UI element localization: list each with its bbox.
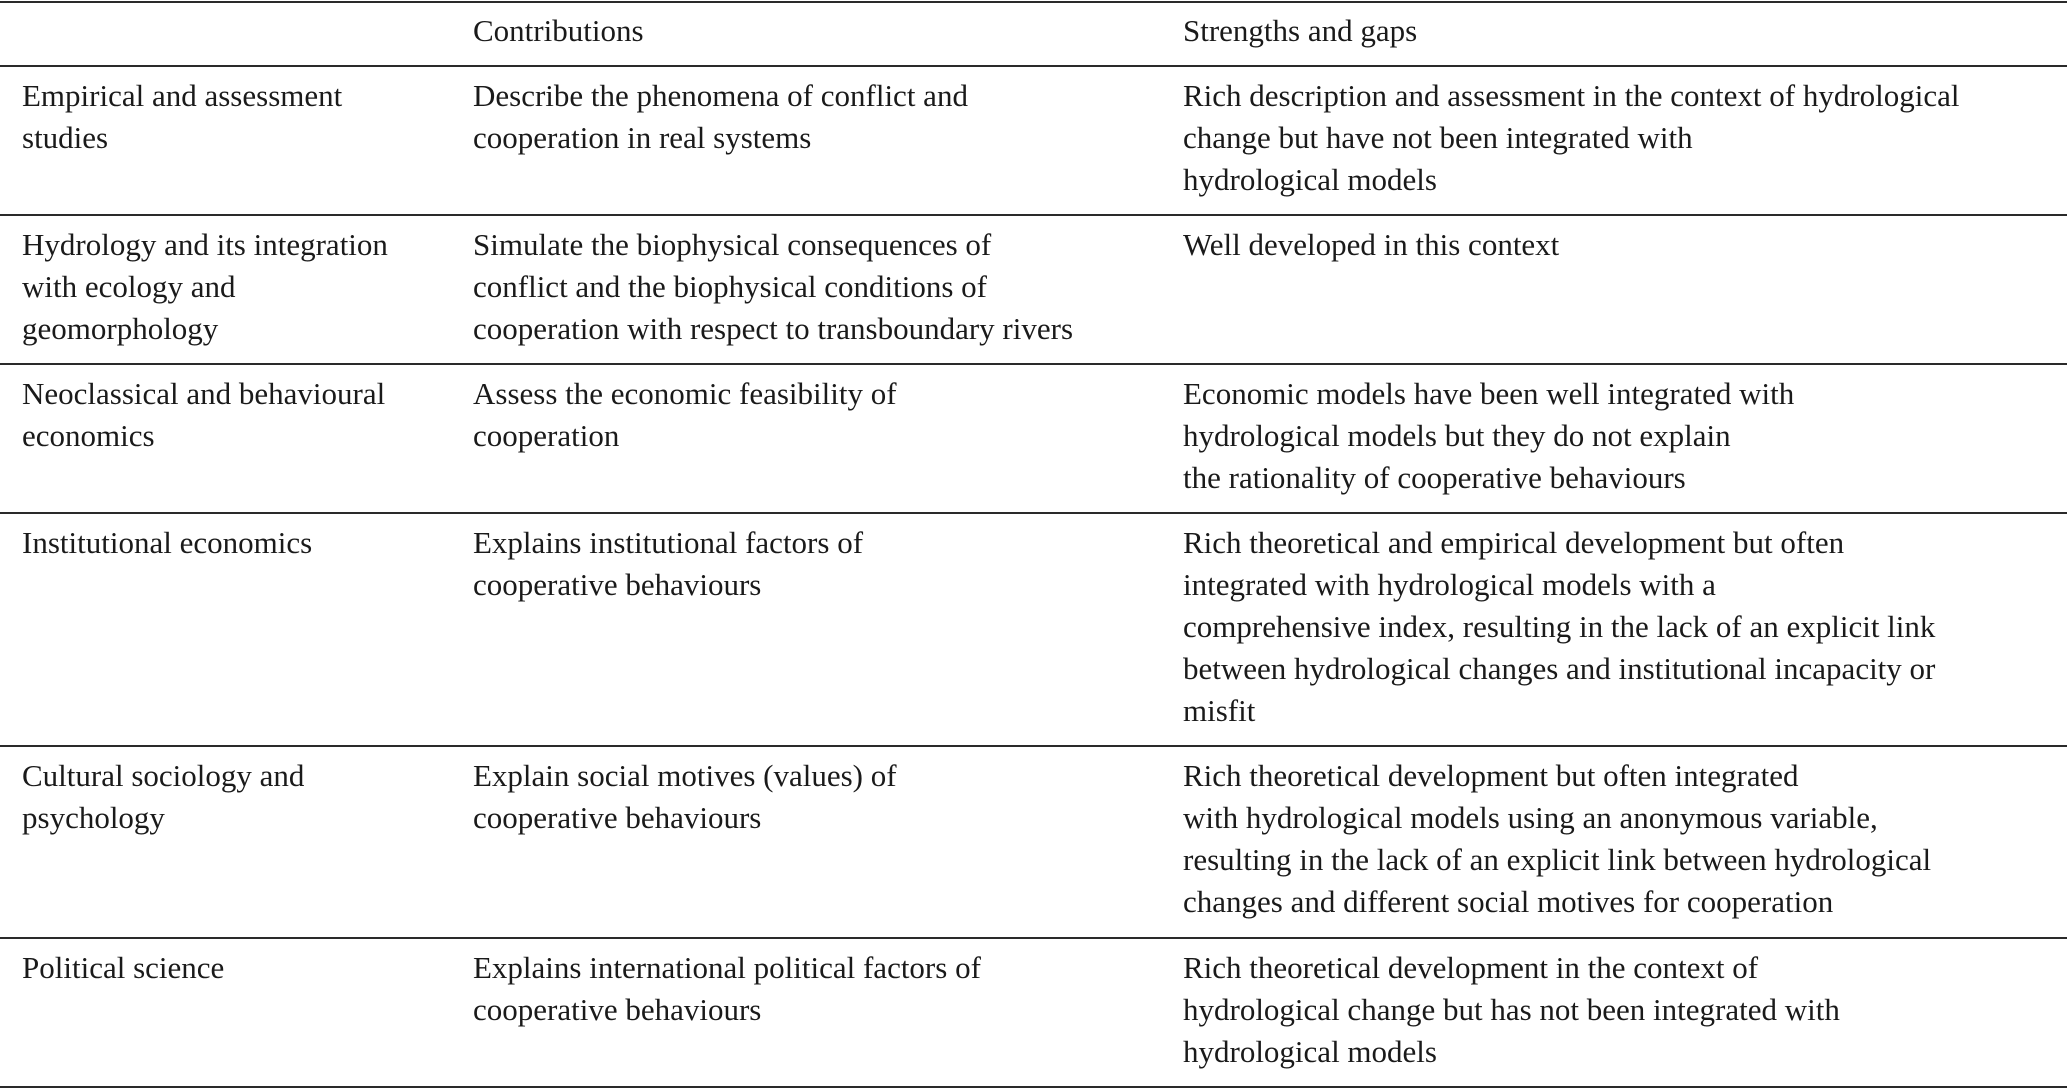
- table-bottom-rule: [0, 1086, 2067, 1088]
- header-cell-contributions: Contributions: [473, 13, 644, 48]
- row-field-cell: Hydrology and its integration with ecology and geomorphology: [22, 227, 388, 346]
- row-divider: [0, 512, 2067, 514]
- row-contribution-cell: Assess the economic feasibility of cooperation: [473, 376, 897, 453]
- row-divider: [0, 745, 2067, 747]
- row-contribution-cell: Describe the phenomena of conflict and cooperation in real systems: [473, 78, 968, 155]
- row-assessment-cell: Rich theoretical and empirical development but often integrated with hydrological models with a comprehensive index, resulting in the lack of an explicit link between hydrological changes and institutional incapacity or misfit: [1183, 525, 1936, 728]
- row-assessment-cell: Well developed in this context: [1183, 227, 1560, 262]
- row-field-cell: Institutional economics: [22, 525, 313, 560]
- row-assessment-cell: Rich theoretical development but often integrated with hydrological models using an anonymous variable, resulting in the lack of an explicit link between hydrological changes and different social motives for cooperation: [1183, 758, 1932, 919]
- row-field-cell: Neoclassical and behavioural economics: [22, 376, 386, 453]
- row-assessment-cell: Rich description and assessment in the context of hydrological change but have not been integrated with hydrological models: [1183, 78, 1960, 197]
- table-top-rule: [0, 1, 2067, 3]
- row-field-cell: Cultural sociology and psychology: [22, 758, 305, 835]
- row-contribution-cell: Explains international political factors of cooperative behaviours: [473, 950, 981, 1027]
- row-assessment-cell: Economic models have been well integrated with hydrological models but they do not explain the rationality of cooperative behaviours: [1183, 376, 1795, 495]
- row-contribution-cell: Explain social motives (values) of cooperative behaviours: [473, 758, 897, 835]
- row-field-cell: Political science: [22, 950, 225, 985]
- row-contribution-cell: Simulate the biophysical consequences of conflict and the biophysical conditions of cooperation with respect to transboundary rivers: [473, 227, 1074, 346]
- header-rule: [0, 65, 2067, 67]
- header-cell-strengths-gaps: Strengths and gaps: [1183, 13, 1418, 48]
- row-divider: [0, 363, 2067, 365]
- row-contribution-cell: Explains institutional factors of cooperative behaviours: [473, 525, 864, 602]
- row-divider: [0, 214, 2067, 216]
- row-assessment-cell: Rich theoretical development in the context of hydrological change but has not been integrated with hydrological models: [1183, 950, 1840, 1069]
- row-divider: [0, 937, 2067, 939]
- row-field-cell: Empirical and assessment studies: [22, 78, 343, 155]
